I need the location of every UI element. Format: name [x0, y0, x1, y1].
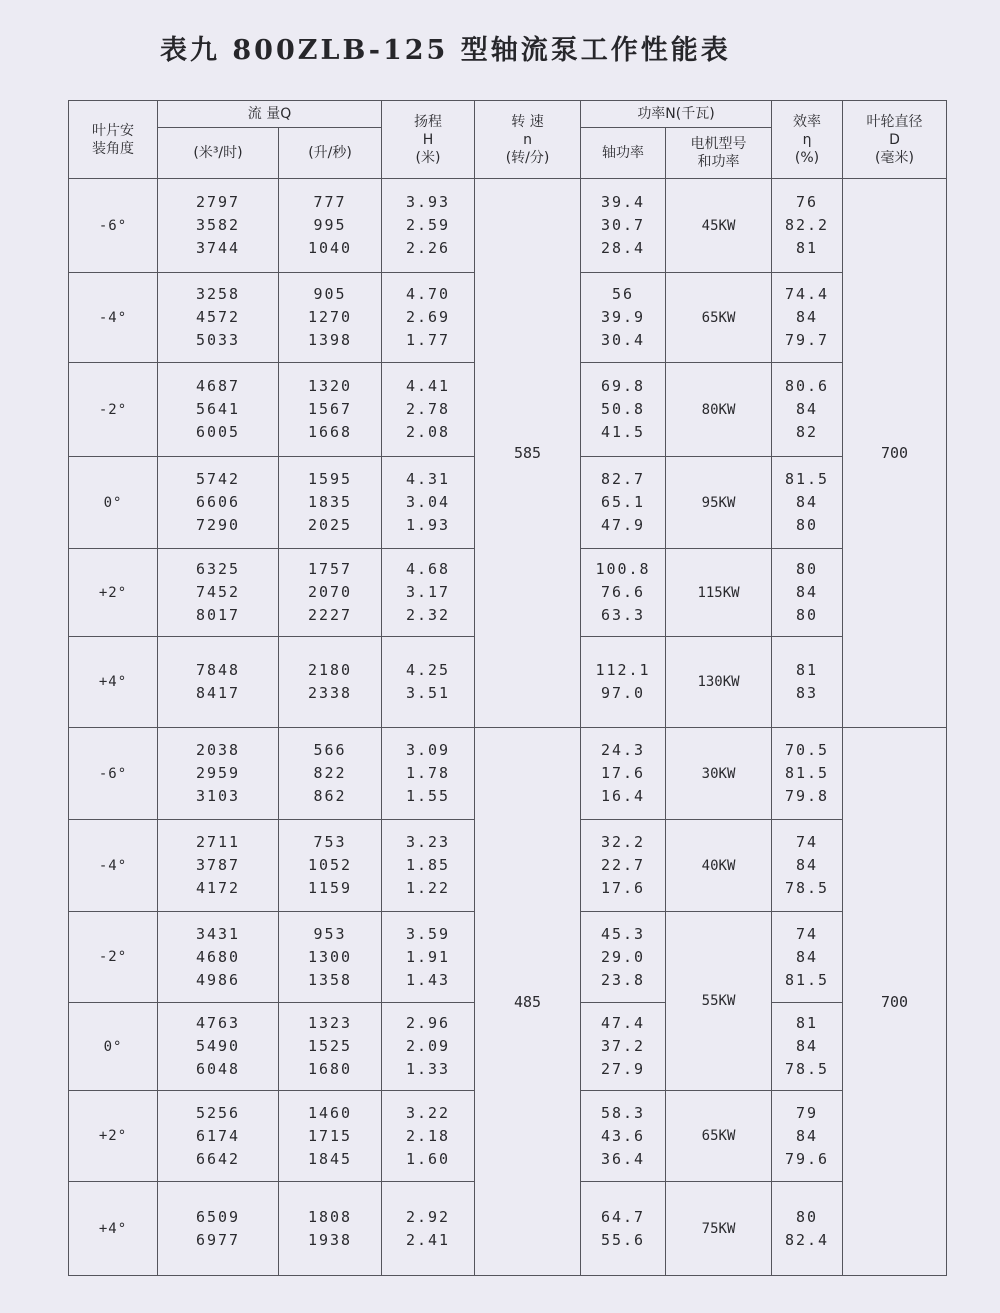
head-cell-value: 3.17 — [405, 583, 451, 601]
blade-angle-cell: 0° — [69, 457, 158, 549]
shaft-power-cell-value: 39.9 — [600, 308, 646, 326]
efficiency-cell-value: 84 — [795, 947, 819, 966]
flow-m3h-cell-value: 6606 — [195, 493, 241, 511]
flow-m3h-cell-value: 5490 — [195, 1037, 241, 1055]
flow-ls-cell-value: 953 — [313, 924, 347, 943]
flow-ls-cell-value: 777 — [313, 193, 347, 211]
head-cell-value: 4.68 — [405, 560, 451, 578]
efficiency-cell-value: 82.4 — [784, 1230, 830, 1249]
flow-m3h-cell-value: 3582 — [195, 216, 241, 234]
flow-m3h-cell — [158, 549, 279, 637]
flow-ls-cell-value: 1680 — [307, 1060, 353, 1078]
efficiency-cell-value: 84 — [795, 493, 819, 511]
shaft-power-cell-value: 24.3 — [600, 741, 646, 759]
flow-m3h-cell — [158, 1091, 279, 1182]
flow-m3h-cell-value: 3787 — [195, 856, 241, 874]
flow-ls-cell-value: 1757 — [307, 560, 353, 578]
shaft-power-cell-value: 17.6 — [600, 879, 646, 897]
motor-cell: 95KW — [666, 457, 772, 549]
flow-m3h-cell — [158, 1182, 279, 1276]
speed-cell: 585 — [475, 179, 581, 728]
flow-m3h-cell-value: 5742 — [195, 470, 241, 488]
shaft-power-cell-value: 56 — [611, 285, 635, 303]
efficiency-cell — [772, 1182, 843, 1276]
flow-m3h-cell-value: 2797 — [195, 193, 241, 211]
flow-ls-cell-value: 862 — [313, 787, 347, 805]
flow-m3h-cell-value: 5256 — [195, 1103, 241, 1122]
flow-ls-cell — [279, 728, 382, 820]
head-cell-value: 4.70 — [405, 285, 451, 303]
flow-ls-cell-value: 1040 — [307, 239, 353, 257]
blade-angle-cell: -6° — [69, 728, 158, 820]
flow-m3h-cell-value: 2711 — [195, 833, 241, 851]
header-flow-ls: (升/秒) — [279, 128, 382, 179]
shaft-power-cell-value: 28.4 — [600, 239, 646, 257]
head-cell-value: 1.43 — [405, 970, 451, 989]
efficiency-cell — [772, 363, 843, 457]
flow-ls-cell-value: 1668 — [307, 423, 353, 441]
head-cell-value: 1.85 — [405, 856, 451, 874]
flow-ls-cell-value: 2227 — [307, 606, 353, 624]
shaft-power-cell-value: 64.7 — [600, 1207, 646, 1226]
head-cell — [382, 273, 475, 363]
efficiency-cell-value: 81.5 — [784, 470, 830, 488]
flow-ls-cell — [279, 912, 382, 1003]
flow-ls-cell-value: 2070 — [307, 583, 353, 601]
shaft-power-cell-value: 43.6 — [600, 1126, 646, 1145]
head-cell-value: 1.33 — [405, 1060, 451, 1078]
head-cell-value: 2.78 — [405, 400, 451, 418]
efficiency-cell — [772, 457, 843, 549]
header-head: 扬程 H (米) — [382, 101, 475, 179]
head-cell — [382, 179, 475, 273]
flow-ls-cell-value: 995 — [313, 216, 347, 234]
shaft-power-cell — [581, 1182, 666, 1276]
flow-ls-cell-value: 1320 — [307, 377, 353, 395]
efficiency-cell-value: 80 — [795, 560, 819, 578]
head-cell-value: 1.93 — [405, 516, 451, 534]
flow-m3h-cell — [158, 273, 279, 363]
shaft-power-cell — [581, 457, 666, 549]
head-cell — [382, 728, 475, 820]
flow-ls-cell-value: 1159 — [307, 879, 353, 897]
efficiency-cell-value: 84 — [795, 308, 819, 326]
efficiency-cell-value: 82.2 — [784, 216, 830, 234]
shaft-power-cell-value: 55.6 — [600, 1230, 646, 1249]
blade-angle-cell: -2° — [69, 363, 158, 457]
shaft-power-cell — [581, 179, 666, 273]
blade-angle-cell: 0° — [69, 1003, 158, 1091]
efficiency-cell-value: 74.4 — [784, 285, 830, 303]
head-cell — [382, 1003, 475, 1091]
shaft-power-cell-value: 17.6 — [600, 764, 646, 782]
header-efficiency: 效率 η (%) — [772, 101, 843, 179]
flow-ls-cell — [279, 1003, 382, 1091]
header-power: 功率N(千瓦) — [581, 101, 772, 128]
flow-ls-cell-value: 822 — [313, 764, 347, 782]
flow-m3h-cell-value: 7848 — [195, 661, 241, 679]
head-cell — [382, 457, 475, 549]
efficiency-cell-value: 74 — [795, 924, 819, 943]
flow-ls-cell-value: 1398 — [307, 331, 353, 349]
head-cell-value: 4.41 — [405, 377, 451, 395]
header-flow: 流 量Q — [158, 101, 382, 128]
shaft-power-cell-value: 112.1 — [595, 661, 651, 679]
head-cell-value: 1.91 — [405, 947, 451, 966]
head-cell — [382, 912, 475, 1003]
table-row — [69, 728, 947, 820]
shaft-power-cell-value: 16.4 — [600, 787, 646, 805]
head-cell-value: 1.22 — [405, 879, 451, 897]
flow-m3h-cell-value: 6325 — [195, 560, 241, 578]
efficiency-cell-value: 78.5 — [784, 1060, 830, 1078]
head-cell-value: 2.09 — [405, 1037, 451, 1055]
flow-m3h-cell — [158, 820, 279, 912]
flow-m3h-cell-value: 6642 — [195, 1149, 241, 1168]
shaft-power-cell — [581, 273, 666, 363]
head-cell-value: 3.22 — [405, 1103, 451, 1122]
flow-m3h-cell-value: 6048 — [195, 1060, 241, 1078]
head-cell-value: 1.77 — [405, 331, 451, 349]
flow-ls-cell — [279, 820, 382, 912]
flow-m3h-cell-value: 4572 — [195, 308, 241, 326]
efficiency-cell-value: 79.6 — [784, 1149, 830, 1168]
flow-ls-cell-value: 1808 — [307, 1207, 353, 1226]
flow-ls-cell-value: 2338 — [307, 684, 353, 702]
motor-cell: 55KW — [666, 912, 772, 1091]
impeller-diameter-cell: 700 — [843, 728, 947, 1276]
flow-m3h-cell-value: 3431 — [195, 924, 241, 943]
flow-m3h-cell-value: 3103 — [195, 787, 241, 805]
efficiency-cell-value: 81.5 — [784, 764, 830, 782]
motor-cell: 65KW — [666, 273, 772, 363]
head-cell — [382, 363, 475, 457]
flow-m3h-cell-value: 8017 — [195, 606, 241, 624]
head-cell-value: 4.25 — [405, 661, 451, 679]
head-cell-value: 2.59 — [405, 216, 451, 234]
shaft-power-cell — [581, 363, 666, 457]
flow-m3h-cell-value: 6509 — [195, 1207, 241, 1226]
efficiency-cell — [772, 728, 843, 820]
flow-ls-cell — [279, 363, 382, 457]
efficiency-cell-value: 81 — [795, 239, 819, 257]
flow-m3h-cell-value: 7452 — [195, 583, 241, 601]
blade-angle-cell: -4° — [69, 820, 158, 912]
efficiency-cell — [772, 1091, 843, 1182]
flow-ls-cell — [279, 1091, 382, 1182]
flow-ls-cell-value: 1835 — [307, 493, 353, 511]
efficiency-cell-value: 76 — [795, 193, 819, 211]
head-cell-value: 2.92 — [405, 1207, 451, 1226]
head-cell-value: 1.78 — [405, 764, 451, 782]
efficiency-cell-value: 79 — [795, 1103, 819, 1122]
flow-ls-cell-value: 1595 — [307, 470, 353, 488]
efficiency-cell — [772, 179, 843, 273]
shaft-power-cell-value: 47.9 — [600, 516, 646, 534]
header-flow-m3h: (米³/时) — [158, 128, 279, 179]
motor-cell: 30KW — [666, 728, 772, 820]
flow-m3h-cell-value: 4986 — [195, 970, 241, 989]
flow-ls-cell — [279, 1182, 382, 1276]
head-cell-value: 2.08 — [405, 423, 451, 441]
efficiency-cell — [772, 1003, 843, 1091]
shaft-power-cell-value: 100.8 — [595, 560, 651, 578]
shaft-power-cell-value: 29.0 — [600, 947, 646, 966]
efficiency-cell-value: 79.7 — [784, 331, 830, 349]
page-title: 表九 800ZLB-125 型轴流泵工作性能表 — [160, 35, 731, 66]
shaft-power-cell — [581, 1091, 666, 1182]
flow-m3h-cell — [158, 637, 279, 728]
flow-m3h-cell-value: 8417 — [195, 684, 241, 702]
header-impeller-diameter: 叶轮直径 D (毫米) — [843, 101, 947, 179]
shaft-power-cell-value: 82.7 — [600, 470, 646, 488]
shaft-power-cell — [581, 637, 666, 728]
blade-angle-cell: +4° — [69, 1182, 158, 1276]
shaft-power-cell-value: 47.4 — [600, 1014, 646, 1032]
shaft-power-cell — [581, 1003, 666, 1091]
efficiency-cell — [772, 549, 843, 637]
shaft-power-cell-value: 41.5 — [600, 423, 646, 441]
efficiency-cell — [772, 637, 843, 728]
shaft-power-cell-value: 36.4 — [600, 1149, 646, 1168]
flow-ls-cell — [279, 637, 382, 728]
shaft-power-cell-value: 58.3 — [600, 1103, 646, 1122]
table-row — [69, 179, 947, 273]
head-cell — [382, 820, 475, 912]
motor-cell: 75KW — [666, 1182, 772, 1276]
shaft-power-cell-value: 69.8 — [600, 377, 646, 395]
flow-m3h-cell-value: 3744 — [195, 239, 241, 257]
efficiency-cell-value: 81 — [795, 661, 819, 679]
efficiency-cell-value: 81 — [795, 1014, 819, 1032]
efficiency-cell-value: 80 — [795, 1207, 819, 1226]
motor-cell: 80KW — [666, 363, 772, 457]
efficiency-cell-value: 70.5 — [784, 741, 830, 759]
shaft-power-cell — [581, 820, 666, 912]
efficiency-cell-value: 82 — [795, 423, 819, 441]
shaft-power-cell-value: 27.9 — [600, 1060, 646, 1078]
flow-ls-cell-value: 1525 — [307, 1037, 353, 1055]
head-cell-value: 3.23 — [405, 833, 451, 851]
flow-ls-cell-value: 753 — [313, 833, 347, 851]
flow-ls-cell-value: 1715 — [307, 1126, 353, 1145]
flow-ls-cell-value: 905 — [313, 285, 347, 303]
motor-cell: 115KW — [666, 549, 772, 637]
flow-m3h-cell — [158, 179, 279, 273]
head-cell-value: 2.41 — [405, 1230, 451, 1249]
shaft-power-cell-value: 63.3 — [600, 606, 646, 624]
flow-ls-cell-value: 1358 — [307, 970, 353, 989]
motor-cell: 45KW — [666, 179, 772, 273]
blade-angle-cell: +2° — [69, 1091, 158, 1182]
head-cell — [382, 549, 475, 637]
head-cell-value: 2.96 — [405, 1014, 451, 1032]
shaft-power-cell — [581, 728, 666, 820]
shaft-power-cell-value: 45.3 — [600, 924, 646, 943]
blade-angle-cell: -4° — [69, 273, 158, 363]
efficiency-cell-value: 83 — [795, 684, 819, 702]
efficiency-cell — [772, 912, 843, 1003]
performance-table — [68, 100, 947, 1276]
flow-ls-cell — [279, 457, 382, 549]
efficiency-cell-value: 80 — [795, 606, 819, 624]
efficiency-cell — [772, 273, 843, 363]
flow-ls-cell-value: 1460 — [307, 1103, 353, 1122]
head-cell-value: 3.51 — [405, 684, 451, 702]
shaft-power-cell — [581, 549, 666, 637]
blade-angle-cell: -2° — [69, 912, 158, 1003]
flow-ls-cell-value: 1323 — [307, 1014, 353, 1032]
flow-m3h-cell — [158, 363, 279, 457]
shaft-power-cell — [581, 912, 666, 1003]
flow-m3h-cell-value: 6977 — [195, 1230, 241, 1249]
flow-ls-cell-value: 1300 — [307, 947, 353, 966]
head-cell-value: 1.60 — [405, 1149, 451, 1168]
efficiency-cell-value: 80 — [795, 516, 819, 534]
head-cell-value: 3.04 — [405, 493, 451, 511]
header-blade-angle: 叶片安 装角度 — [69, 101, 158, 179]
flow-m3h-cell — [158, 457, 279, 549]
motor-cell: 40KW — [666, 820, 772, 912]
flow-ls-cell-value: 1052 — [307, 856, 353, 874]
shaft-power-cell-value: 23.8 — [600, 970, 646, 989]
motor-cell: 65KW — [666, 1091, 772, 1182]
flow-ls-cell-value: 1845 — [307, 1149, 353, 1168]
head-cell-value: 3.09 — [405, 741, 451, 759]
flow-m3h-cell-value: 4763 — [195, 1014, 241, 1032]
efficiency-cell — [772, 820, 843, 912]
efficiency-cell-value: 80.6 — [784, 377, 830, 395]
header-speed: 转 速 n (转/分) — [475, 101, 581, 179]
flow-ls-cell-value: 1270 — [307, 308, 353, 326]
shaft-power-cell-value: 97.0 — [600, 684, 646, 702]
head-cell-value: 4.31 — [405, 470, 451, 488]
head-cell-value: 2.26 — [405, 239, 451, 257]
head-cell-value: 3.93 — [405, 193, 451, 211]
flow-m3h-cell-value: 3258 — [195, 285, 241, 303]
head-cell-value: 2.32 — [405, 606, 451, 624]
shaft-power-cell-value: 50.8 — [600, 400, 646, 418]
shaft-power-cell-value: 22.7 — [600, 856, 646, 874]
flow-ls-cell — [279, 549, 382, 637]
flow-m3h-cell — [158, 912, 279, 1003]
shaft-power-cell-value: 65.1 — [600, 493, 646, 511]
efficiency-cell-value: 84 — [795, 1126, 819, 1145]
motor-cell: 130KW — [666, 637, 772, 728]
flow-m3h-cell-value: 2038 — [195, 741, 241, 759]
shaft-power-cell-value: 32.2 — [600, 833, 646, 851]
flow-ls-cell-value: 1567 — [307, 400, 353, 418]
flow-m3h-cell-value: 6005 — [195, 423, 241, 441]
flow-ls-cell — [279, 179, 382, 273]
flow-ls-cell-value: 1938 — [307, 1230, 353, 1249]
head-cell-value: 3.59 — [405, 924, 451, 943]
blade-angle-cell: +2° — [69, 549, 158, 637]
flow-m3h-cell-value: 4172 — [195, 879, 241, 897]
flow-ls-cell-value: 2180 — [307, 661, 353, 679]
shaft-power-cell-value: 76.6 — [600, 583, 646, 601]
flow-m3h-cell — [158, 728, 279, 820]
head-cell — [382, 1182, 475, 1276]
head-cell-value: 2.18 — [405, 1126, 451, 1145]
shaft-power-cell-value: 39.4 — [600, 193, 646, 211]
shaft-power-cell-value: 30.7 — [600, 216, 646, 234]
flow-ls-cell-value: 2025 — [307, 516, 353, 534]
blade-angle-cell: -6° — [69, 179, 158, 273]
flow-ls-cell — [279, 273, 382, 363]
flow-m3h-cell-value: 5033 — [195, 331, 241, 349]
flow-m3h-cell — [158, 1003, 279, 1091]
flow-m3h-cell-value: 2959 — [195, 764, 241, 782]
shaft-power-cell-value: 30.4 — [600, 331, 646, 349]
blade-angle-cell: +4° — [69, 637, 158, 728]
efficiency-cell-value: 74 — [795, 833, 819, 851]
speed-cell: 485 — [475, 728, 581, 1276]
efficiency-cell-value: 84 — [795, 856, 819, 874]
efficiency-cell-value: 84 — [795, 583, 819, 601]
efficiency-cell-value: 79.8 — [784, 787, 830, 805]
flow-m3h-cell-value: 5641 — [195, 400, 241, 418]
shaft-power-cell-value: 37.2 — [600, 1037, 646, 1055]
efficiency-cell-value: 84 — [795, 400, 819, 418]
head-cell-value: 1.55 — [405, 787, 451, 805]
flow-m3h-cell-value: 6174 — [195, 1126, 241, 1145]
head-cell-value: 2.69 — [405, 308, 451, 326]
header-shaft-power: 轴功率 — [581, 128, 666, 179]
header-motor: 电机型号 和功率 — [666, 128, 772, 179]
efficiency-cell-value: 84 — [795, 1037, 819, 1055]
efficiency-cell-value: 78.5 — [784, 879, 830, 897]
impeller-diameter-cell: 700 — [843, 179, 947, 728]
head-cell — [382, 637, 475, 728]
efficiency-cell-value: 81.5 — [784, 970, 830, 989]
flow-m3h-cell-value: 4680 — [195, 947, 241, 966]
head-cell — [382, 1091, 475, 1182]
flow-m3h-cell-value: 7290 — [195, 516, 241, 534]
flow-m3h-cell-value: 4687 — [195, 377, 241, 395]
flow-ls-cell-value: 566 — [313, 741, 347, 759]
